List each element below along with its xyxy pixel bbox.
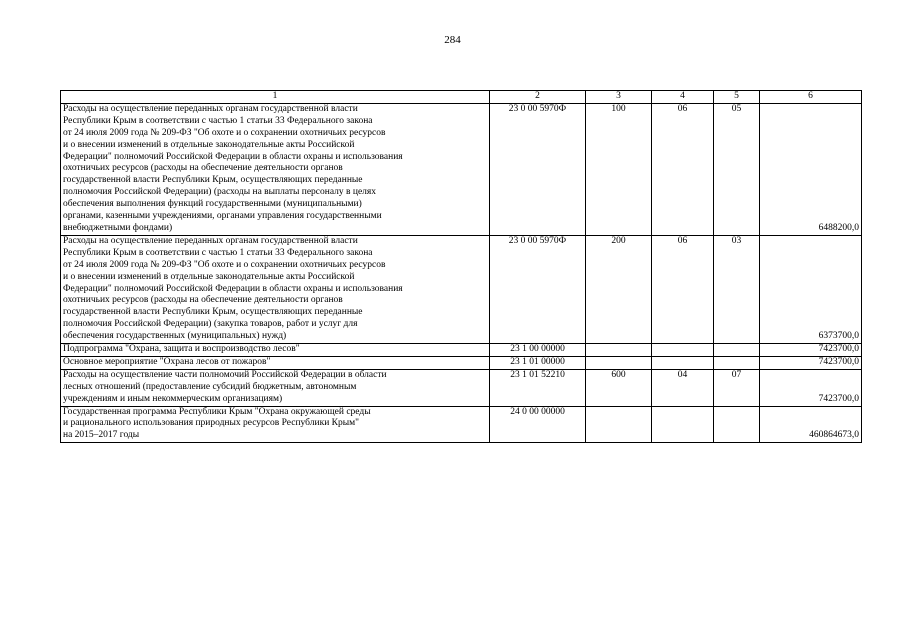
- expense-name-line: охотничьих ресурсов (расходы на обеспечение деятельности органов: [63, 295, 343, 306]
- expense-type-cell: 200: [586, 235, 652, 343]
- expense-name-line: Федерации" полномочий Российской Федерации в области охраны и использования: [63, 151, 403, 162]
- amount-cell: 460864673,0: [760, 406, 862, 443]
- target-article-code-cell: 23 1 00 00000: [490, 344, 586, 357]
- target-article-code-cell: 23 1 01 00000: [490, 356, 586, 369]
- subsection-cell: 05: [714, 103, 760, 235]
- expense-type-cell: [586, 356, 652, 369]
- amount-cell: 7423700,0: [760, 344, 862, 357]
- budget-table: [60, 90, 862, 443]
- target-article-code-cell: 23 0 00 5970Ф: [490, 103, 586, 235]
- expense-name-line: обеспечения выполнения функций государственными (муниципальными): [63, 199, 362, 210]
- subsection-cell: [714, 356, 760, 369]
- section-cell: [652, 406, 714, 443]
- expense-name-line: Республики Крым в соответствии с частью 1 статьи 33 Федерального закона: [63, 247, 373, 258]
- expense-name-cell: [61, 356, 490, 369]
- expense-name-line: внебюджетными фондами): [63, 222, 173, 233]
- page-number: 284: [444, 34, 461, 46]
- expense-name-line: полномочия Российской Федерации) (расходы на выплаты персоналу в целях: [63, 187, 377, 198]
- table-row: [61, 235, 862, 343]
- expense-name-line: и о внесении изменений в отдельные законодательные акты Российской: [63, 139, 355, 150]
- subsection-cell: 07: [714, 369, 760, 406]
- expense-type-cell: [586, 406, 652, 443]
- expense-name-line: Расходы на осуществление переданных органам государственной власти: [63, 235, 358, 246]
- expense-name-cell: [61, 344, 490, 357]
- column-header: 1: [61, 91, 490, 104]
- expense-name-cell: [61, 406, 490, 443]
- expense-name-line: Федерации" полномочий Российской Федерации в области охраны и использования: [63, 283, 403, 294]
- section-cell: [652, 344, 714, 357]
- column-header: 5: [714, 91, 760, 104]
- expense-name-line: и рационального использования природных ресурсов Республики Крым": [63, 418, 360, 429]
- table-row: [61, 406, 862, 443]
- subsection-cell: [714, 406, 760, 443]
- expense-name-cell: [61, 369, 490, 406]
- expense-name-line: полномочия Российской Федерации) (закупка товаров, работ и услуг для: [63, 319, 358, 330]
- expense-name-line: обеспечения государственных (муниципальных) нужд): [63, 331, 287, 342]
- amount-cell: 7423700,0: [760, 369, 862, 406]
- section-cell: [652, 356, 714, 369]
- expense-type-cell: [586, 344, 652, 357]
- table-row: [61, 103, 862, 235]
- table-header-row: [61, 91, 862, 104]
- expense-name-line: и о внесении изменений в отдельные законодательные акты Российской: [63, 271, 355, 282]
- target-article-code-cell: 24 0 00 00000: [490, 406, 586, 443]
- target-article-code-cell: 23 1 01 52210: [490, 369, 586, 406]
- column-header: 3: [586, 91, 652, 104]
- target-article-code-cell: 23 0 00 5970Ф: [490, 235, 586, 343]
- expense-name-line: от 24 июля 2009 года № 209-ФЗ "Об охоте и о сохранении охотничьих ресурсов: [63, 127, 386, 138]
- expense-type-cell: 600: [586, 369, 652, 406]
- table-row: [61, 369, 862, 406]
- expense-name-line: Расходы на осуществление переданных органам государственной власти: [63, 103, 358, 114]
- column-header: 2: [490, 91, 586, 104]
- expense-name-line: органами, казенными учреждениями, органами управления государственными: [63, 211, 382, 222]
- section-cell: 06: [652, 103, 714, 235]
- amount-cell: 7423700,0: [760, 356, 862, 369]
- column-header: 4: [652, 91, 714, 104]
- expense-name-cell: [61, 103, 490, 235]
- expense-name-line: охотничьих ресурсов (расходы на обеспечение деятельности органов: [63, 163, 343, 174]
- section-cell: 06: [652, 235, 714, 343]
- expense-name-line: на 2015–2017 годы: [63, 430, 140, 441]
- table-row: [61, 344, 862, 357]
- expense-name-line: Расходы на осуществление части полномочий Российской Федерации в области: [63, 369, 387, 380]
- expense-name-line: Государственная программа Республики Крым "Охрана окружающей среды: [63, 406, 371, 417]
- expense-name-line: лесных отношений (предоставление субсидий бюджетным, автономным: [63, 381, 357, 392]
- expense-name-line: государственной власти Республики Крым, осуществляющих переданные: [63, 175, 363, 186]
- section-cell: 04: [652, 369, 714, 406]
- subsection-cell: 03: [714, 235, 760, 343]
- expense-name-line: государственной власти Республики Крым, осуществляющих переданные: [63, 307, 363, 318]
- expense-name-line: Республики Крым в соответствии с частью 1 статьи 33 Федерального закона: [63, 115, 373, 126]
- amount-cell: 6373700,0: [760, 235, 862, 343]
- expense-name-line: от 24 июля 2009 года № 209-ФЗ "Об охоте и о сохранении охотничьих ресурсов: [63, 259, 386, 270]
- expense-name-cell: [61, 235, 490, 343]
- subsection-cell: [714, 344, 760, 357]
- expense-name-line: Подпрограмма "Охрана, защита и воспроизводство лесов": [63, 344, 300, 355]
- expense-name-line: учреждениям и иным некоммерческим организациям): [63, 393, 283, 404]
- expense-name-line: Основное мероприятие "Охрана лесов от пожаров": [63, 356, 271, 367]
- table-row: [61, 356, 862, 369]
- amount-cell: 6488200,0: [760, 103, 862, 235]
- expense-type-cell: 100: [586, 103, 652, 235]
- column-header: 6: [760, 91, 862, 104]
